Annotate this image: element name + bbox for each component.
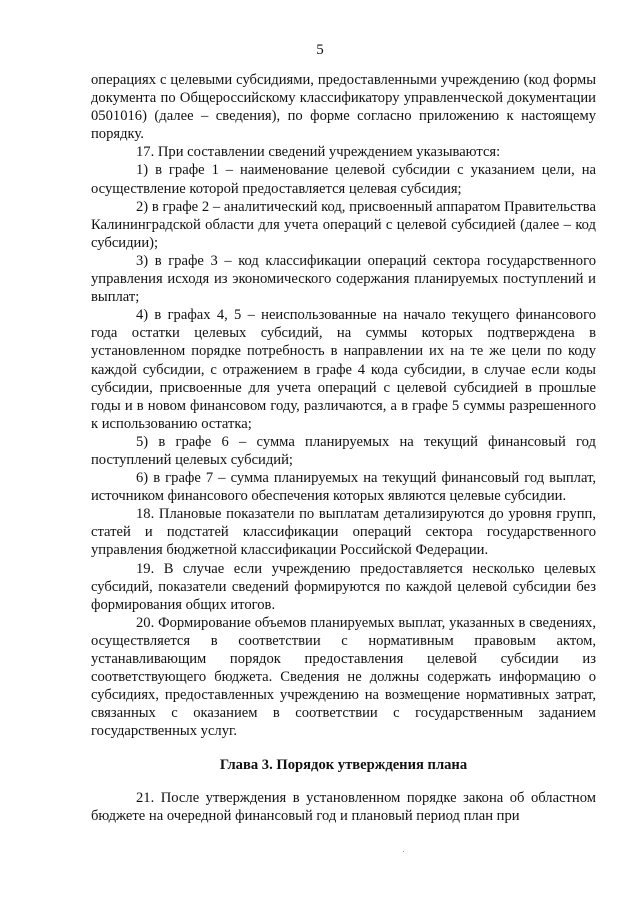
paragraph-17-item-5: 5) в графе 6 – сумма планируемых на текущий финансовый год поступлений целевых субсидий; [91, 433, 596, 468]
scan-speck [403, 851, 404, 852]
page-number: 5 [316, 42, 324, 58]
paragraph-19: 19. В случае если учреждению предоставляется несколько целевых субсидий, показатели сведений формируются по каждой целевой субсидии без формирования общих итогов. [91, 560, 596, 613]
paragraph-17-item-2: 2) в графе 2 – аналитический код, присвоенный аппаратом Правительства Калининградской области для учета операций с целевой субсидией (далее – код субсидии); [91, 198, 596, 251]
paragraph-17-item-1: 1) в графе 1 – наименование целевой субсидии с указанием цели, на осуществление которой предоставляется целевая субсидия; [91, 162, 596, 197]
paragraph-17-item-4: 4) в графах 4, 5 – неиспользованные на начало текущего финансового года остатки целевых субсидий, на суммы которых подтверждена в установленном порядке потребность в направлении их на те же цели по коду каждой субсидии, с отражением в графе 4 кода субсидии, в случае если коды субсидии, присвоенные для учета операций с целевой субсидией в прошлые годы и в новом финансовом году, различаются, а в графе 5 суммы разрешенного к использованию остатка; [91, 307, 596, 432]
paragraph-20: 20. Формирование объемов планируемых выплат, указанных в сведениях, осуществляется в соответствии с нормативным правовым актом, устанавливающим порядок предоставления целевой субсидии из соответствующего бюджета. Сведения не должны содержать информацию о субсидиях, предоставленных учреждению на возмещение нормативных затрат, связанных с оказанием в соответствии с государственным заданием государственных услуг. [91, 614, 596, 740]
paragraph-17-item-6: 6) в графе 7 – сумма планируемых на текущий финансовый год выплат, источником финансового обеспечения которых являются целевые субсидии. [91, 470, 596, 505]
paragraph-18: 18. Плановые показатели по выплатам детализируются до уровня групп, статей и подстатей классификации операций сектора государственного управления бюджетной классификации Российской Федерации. [91, 506, 596, 559]
paragraph-17-item-3: 3) в графе 3 – код классификации операций сектора государственного управления исходя из экономического содержания планируемых поступлений и выплат; [91, 252, 596, 306]
document-body [91, 71, 596, 825]
paragraph-continuation: операциях с целевыми субсидиями, предоставленными учреждению (код формы документа по Общероссийскому классификатору управленческой документации 0501016) (далее – сведения), по форме согласно приложению к настоящему порядку. [91, 72, 596, 143]
chapter-heading: Глава 3. Порядок утверждения плана [219, 757, 468, 774]
paragraph-21: 21. После утверждения в установленном порядке закона об областном бюджете на очередной финансовый год и плановый период план при [91, 789, 596, 824]
paragraph-17: 17. При составлении сведений учреждением указываются: [136, 144, 501, 161]
